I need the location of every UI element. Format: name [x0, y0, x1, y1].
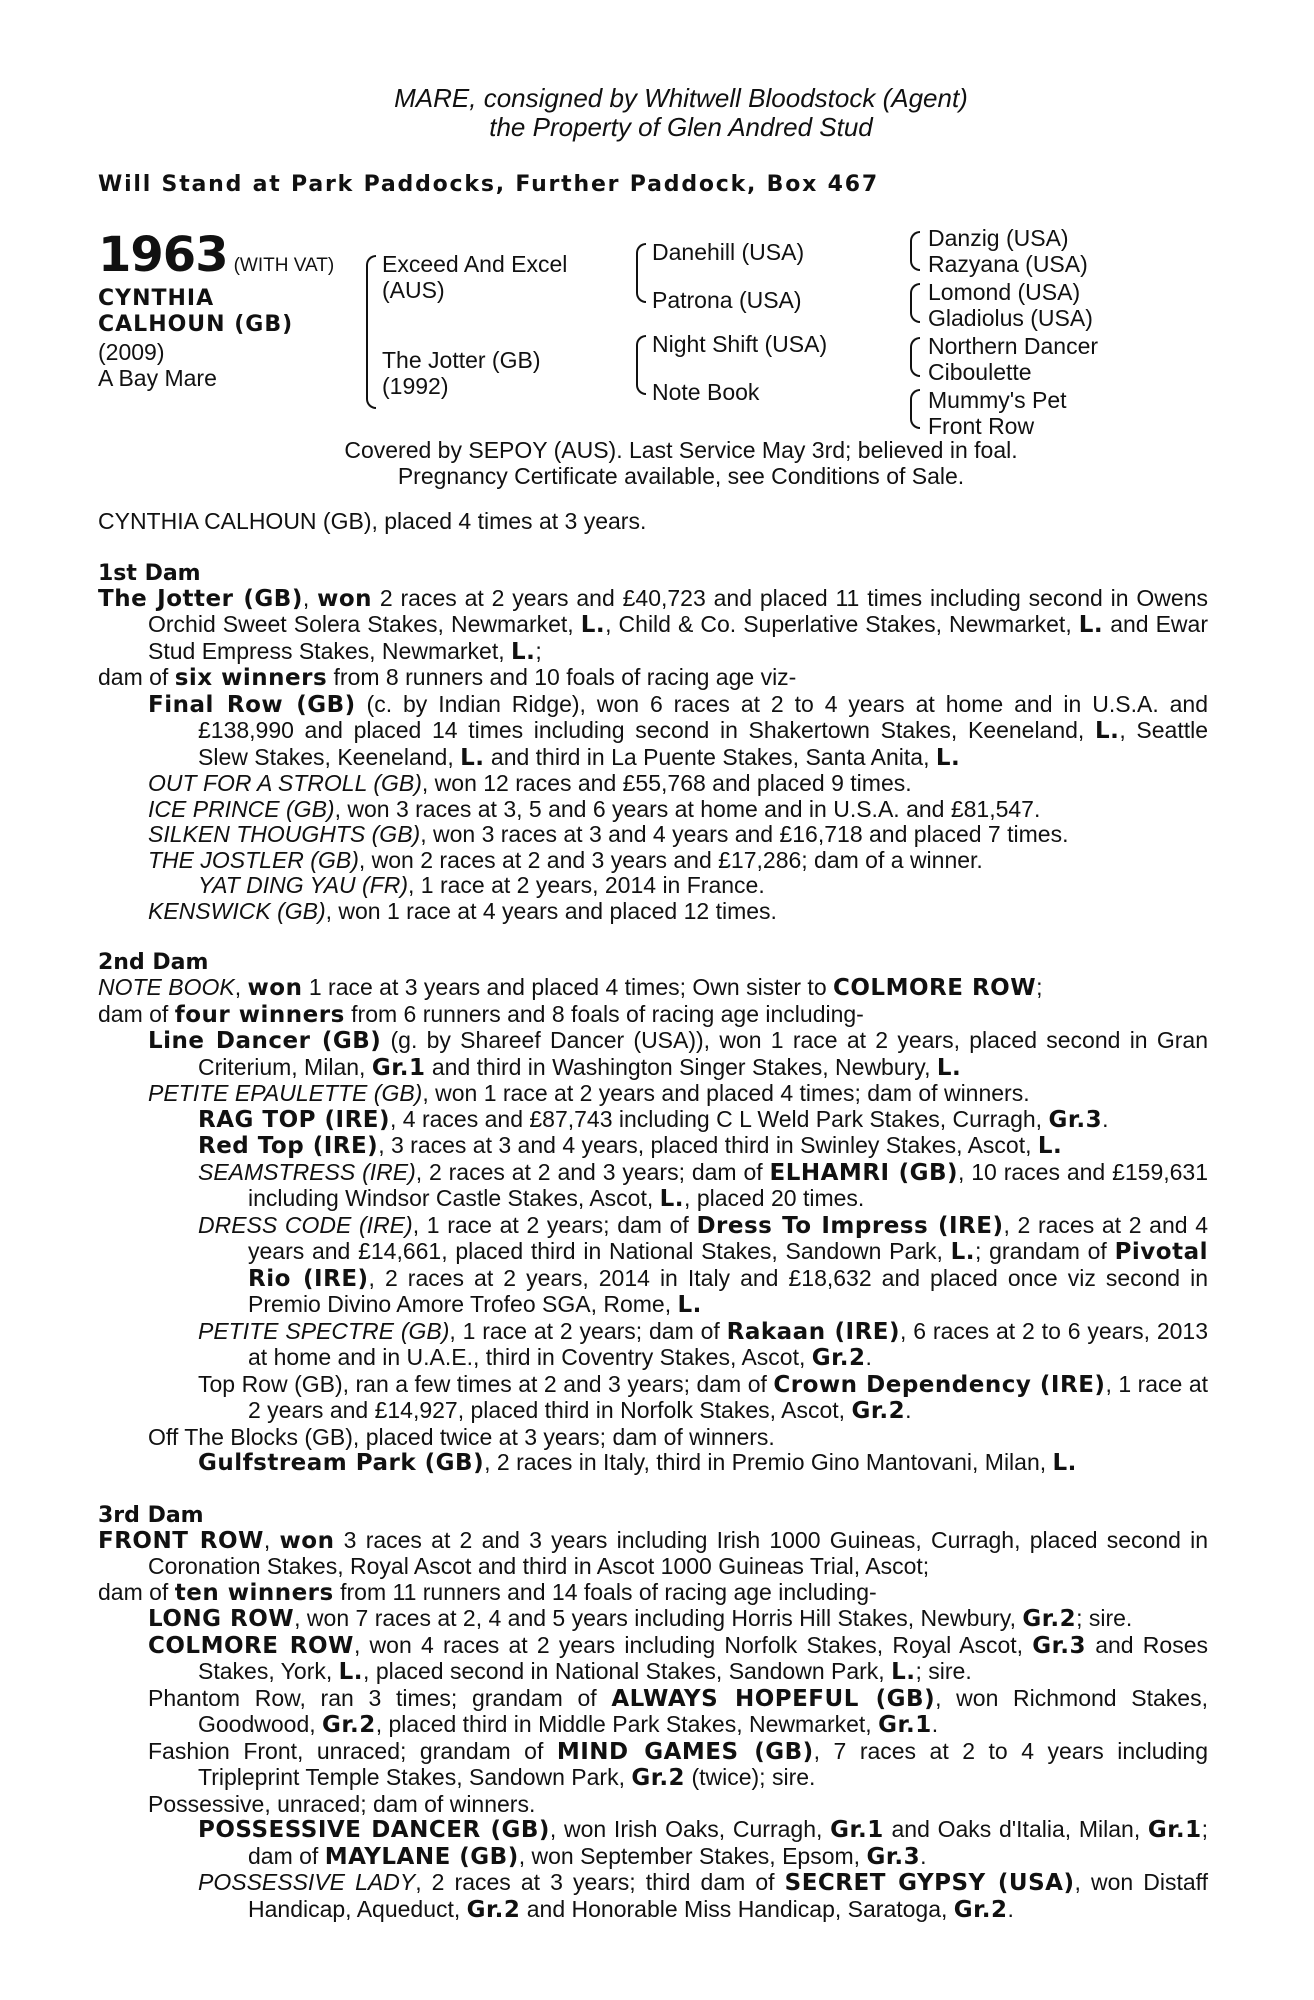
brace-gen3-4: [910, 389, 920, 429]
dam-dam: Note Book: [652, 379, 760, 405]
dam-sire-dam: Ciboulette: [928, 359, 1032, 385]
third-dam-entry: FRONT ROW, won 3 races at 2 and 3 years including Irish 1000 Guineas, Curragh, placed second in Coronation Stakes, Royal Ascot and third in Ascot 1000 Guineas Trial, Ascot;: [98, 1526, 1208, 1579]
second-dam-heading: 2nd Dam: [98, 950, 209, 975]
sire-country: (AUS): [382, 277, 445, 303]
produce-entry: Off The Blocks (GB), placed twice at 3 years; dam of winners.: [148, 1423, 775, 1450]
produce-entry: PETITE SPECTRE (GB), 1 race at 2 years; dam of Rakaan (IRE), 6 races at 2 to 6 years, 2013 at home and in U.A.E., third in Coventry Stakes, Ascot, Gr.2.: [198, 1317, 1208, 1371]
dam-sire-sire: Northern Dancer: [928, 333, 1099, 359]
stand-location: Will Stand at Park Paddocks, Further Paddock, Box 467: [98, 172, 879, 197]
covered-line: Covered by SEPOY (AUS). Last Service May 3rd; believed in foal.: [344, 437, 1018, 463]
second-dam-entry: NOTE BOOK, won 1 race at 3 years and placed 4 times; Own sister to COLMORE ROW;: [98, 974, 1043, 1001]
second-dam-produce-summary: dam of four winners from 6 runners and 8 foals of racing age including-: [98, 1000, 864, 1028]
produce-entry: KENSWICK (GB), won 1 race at 4 years and placed 12 times.: [148, 897, 777, 924]
produce-entry: DRESS CODE (IRE), 1 race at 2 years; dam of Dress To Impress (IRE), 2 races at 2 and 4 years and £14,661, placed third in National Stakes, Sandown Park, L.; grandam of Pivotal Rio (IRE), 2 races at 2 years, 2014 in Italy and £18,632 and placed once viz second in Premio Divino Amore Trofeo SGA, Rome, L.: [198, 1211, 1209, 1318]
intro-line: CYNTHIA CALHOUN (GB), placed 4 times at 3 years.: [98, 508, 647, 534]
produce-entry: Gulfstream Park (GB), 2 races in Italy, third in Premio Gino Mantovani, Milan, L.: [198, 1449, 1077, 1476]
first-dam-entry: The Jotter (GB), won 2 races at 2 years and £40,723 and placed 11 times including second in Owens Orchid Sweet Solera Stakes, Newmarket, L., Child & Co. Superlative Stakes, Newmarket, L. and Ewar Stud Empress Stakes, Newmarket, L.;: [98, 584, 1208, 665]
produce-entry: POSSESSIVE DANCER (GB), won Irish Oaks, Curragh, Gr.1 and Oaks d'Italia, Milan, Gr.1; dam of MAYLANE (GB), won September Stakes, Epsom, Gr.3.: [198, 1816, 1208, 1870]
produce-entry: PETITE EPAULETTE (GB), won 1 race at 2 years and placed 4 times; dam of winners.: [148, 1080, 1030, 1106]
produce-entry: OUT FOR A STROLL (GB), won 12 races and £55,768 and placed 9 times.: [148, 770, 912, 796]
produce-entry: Fashion Front, unraced; grandam of MIND GAMES (GB), 7 races at 2 to 4 years including Tripleprint Temple Stakes, Sandown Park, Gr.2 (twice); sire.: [148, 1737, 1209, 1791]
brace-gen3-2: [910, 283, 920, 323]
brace-gen3-1: [910, 231, 920, 271]
sire-dam: Patrona (USA): [652, 287, 802, 313]
dam-dam-dam: Front Row: [928, 413, 1035, 439]
catalogue-page: [98, 84, 1208, 1923]
produce-entry: Red Top (IRE), 3 races at 3 and 4 years, placed third in Swinley Stakes, Ascot, L.: [198, 1132, 1063, 1159]
property-line: the Property of Glen Andred Stud: [489, 112, 873, 142]
sire-sire-sire: Danzig (USA): [928, 225, 1069, 251]
produce-entry: Phantom Row, ran 3 times; grandam of ALWAYS HOPEFUL (GB), won Richmond Stakes, Goodwood, Gr.2, placed third in Middle Park Stakes, Newmarket, Gr.1.: [148, 1684, 1208, 1738]
dam-sire: Night Shift (USA): [652, 331, 828, 357]
produce-entry: COLMORE ROW, won 4 races at 2 years including Norfolk Stakes, Royal Ascot, Gr.3 and Roses Stakes, York, L., placed second in National Stakes, Sandown Park, L.; sire.: [148, 1631, 1208, 1685]
consignor-header: [154, 84, 1208, 142]
produce-entry: Top Row (GB), ran a few times at 2 and 3 years; dam of Crown Dependency (IRE), 1 race at 2 years and £14,927, placed third in Norfolk Stakes, Ascot, Gr.2.: [198, 1370, 1209, 1424]
produce-entry: YAT DING YAU (FR), 1 race at 2 years, 2014 in France.: [198, 872, 765, 898]
lot-number: 1963: [98, 227, 228, 283]
dam-name: The Jotter (GB): [382, 347, 541, 373]
vat-label: (WITH VAT): [233, 255, 335, 276]
produce-entry: RAG TOP (IRE), 4 races and £87,743 including C L Weld Park Stakes, Curragh, Gr.3.: [198, 1105, 1109, 1133]
sire-dam-dam: Gladiolus (USA): [928, 305, 1093, 331]
brace-gen1: [366, 255, 376, 409]
horse-name-line2: CALHOUN (GB): [98, 312, 294, 337]
horse-name-line1: CYNTHIA: [98, 286, 215, 311]
third-dam-heading: 3rd Dam: [98, 1502, 204, 1528]
produce-entry: SILKEN THOUGHTS (GB), won 3 races at 3 and 4 years and £16,718 and placed 7 times.: [148, 821, 1069, 847]
produce-entry: SEAMSTRESS (IRE), 2 races at 2 and 3 years; dam of ELHAMRI (GB), 10 races and £159,631 including Windsor Castle Stakes, Ascot, L., placed 20 times.: [198, 1158, 1208, 1212]
sire-name: Exceed And Excel: [382, 251, 568, 277]
foaling-year: (2009): [98, 339, 165, 365]
produce-entry: THE JOSTLER (GB), won 2 races at 2 and 3 years and £17,286; dam of a winner.: [148, 846, 983, 873]
pedigree-table: [98, 225, 1208, 439]
produce-entry: Possessive, unraced; dam of winners.: [148, 1790, 536, 1817]
produce-entry: POSSESSIVE LADY, 2 races at 3 years; third dam of SECRET GYPSY (USA), won Distaff Handicap, Aqueduct, Gr.2 and Honorable Miss Handicap, Saratoga, Gr.2.: [198, 1869, 1209, 1923]
produce-entry: Line Dancer (GB) (g. by Shareef Dancer (USA)), won 1 race at 2 years, placed second in Gran Criterium, Milan, Gr.1 and third in Washington Singer Stakes, Newbury, L.: [148, 1027, 1208, 1081]
covering-note: [154, 437, 1208, 489]
produce-entry: LONG ROW, won 7 races at 2, 4 and 5 years including Horris Hill Stakes, Newbury, Gr.2; sire.: [148, 1605, 1133, 1632]
brace-gen2-dam: [636, 335, 646, 395]
first-dam-produce-summary: dam of six winners from 8 runners and 10 foals of racing age viz-: [98, 664, 797, 691]
first-dam-heading: 1st Dam: [98, 560, 201, 586]
produce-entry: ICE PRINCE (GB), won 3 races at 3, 5 and 6 years at home and in U.S.A. and £81,547.: [148, 795, 1041, 822]
sire-dam-sire: Lomond (USA): [928, 279, 1081, 305]
certificate-line: Pregnancy Certificate available, see Conditions of Sale.: [397, 463, 965, 489]
third-dam-produce-summary: dam of ten winners from 11 runners and 14 foals of racing age including-: [98, 1578, 877, 1606]
consignor-line: MARE, consigned by Whitwell Bloodstock (Agent): [394, 83, 968, 113]
brace-gen3-3: [910, 337, 920, 377]
sire-sire: Danehill (USA): [652, 239, 805, 265]
dam-year: (1992): [382, 373, 449, 399]
produce-entry: Final Row (GB) (c. by Indian Ridge), won 6 races at 2 to 4 years at home and in U.S.A. and £138,990 and placed 14 times including second in Shakertown Stakes, Keeneland, L., Seattle Slew Stakes, Keeneland, L. and third in La Puente Stakes, Santa Anita, L.: [148, 690, 1209, 771]
sire-sire-dam: Razyana (USA): [928, 251, 1088, 277]
horse-description: A Bay Mare: [98, 365, 217, 391]
dam-dam-sire: Mummy's Pet: [928, 387, 1067, 413]
brace-gen2-sire: [636, 243, 646, 303]
lot-number-line: [98, 227, 335, 283]
